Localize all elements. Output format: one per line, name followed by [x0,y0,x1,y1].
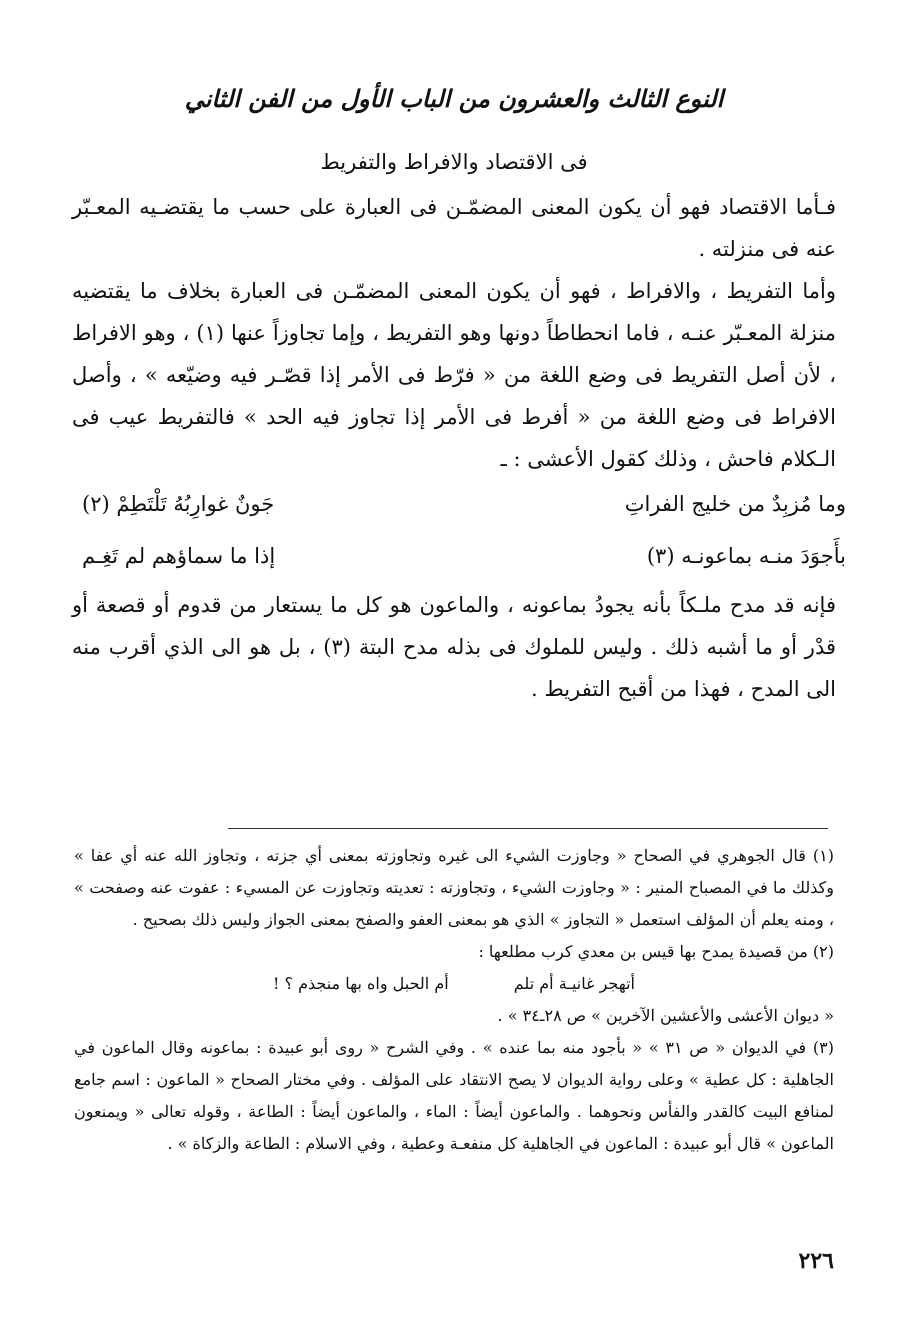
verse-block [62,480,846,584]
paragraph-commentary: فإنه قد مدح ملـكاً بأنه يجودُ بماعونه ، والماعون هو كل ما يستعار من قدوم أو قصعة أو قدْر أو ما أشبه ذلك . وليس للملوك فى بذله مدح البتة (٣) ، بل هو الى الذي أقرب منه الى المدح ، فهذا من أقبح التفريط . [72,593,836,701]
footnote-verse-second: أم الحبل واه بها منجذم ؟ ! [273,974,449,993]
chapter-title: النوع الثالث والعشرون من الباب الأول من الفن الثاني [184,84,724,113]
footnote-2-source: « ديوان الأعشى والأعشين الآخرين » ص ٢٨ـ٣٤ » . [497,1006,834,1025]
paragraph-tafrit-ifrat: وأما التفريط ، والافراط ، فهو أن يكون المعنى المضمّـن فى العبارة بخلاف ما يقتضيه منزلة المعـبّر عنـه ، فاما انحطاطاً دونها وهو التفريط ، وإما تجاوزاً عنها (١) ، وهو الافراط ، لأن أصل التفريط فى وضع اللغة من « فرّط فى الأمر إذا قصّـر فيه وضيّعه » ، وأصل الافراط فى وضع اللغة من « أفرط فى الأمر إذا تجاوز فيه الحد » فالتفريط عيب فى الـكلام فاحش ، وذلك كقول الأعشى : ـ [72,279,836,471]
footnote-3: (٣) في الديوان « ص ٣١ » « بأجود منه بما عنده » . وفي الشرح « روى أبو عبيدة : بماعونه وقال الماعون في الجاهلية : كل عطية » وعلى رواية الديوان لا يصح الانتقاد على المؤلف . وفي مختار الصحاح « الماعون : اسم جامع لمنافع البيت كالقدر والفأس ونحوهما . والماعون أيضاً : الماء ، والماعون أيضاً : الطاعة ، وقوله تعالى « ويمنعون الماعون » قال أبو عبيدة : الماعون في الجاهلية كل منفعـة وعطية ، وفي الاسلام : الطاعة والزكاة » . [74,1038,835,1153]
verse-second-hemistich: جَونٌ غوارِبُهُ تَلْتَطِمْ (٢) [82,492,275,516]
footnote-2-verse [74,968,834,1000]
footnote-1: (١) قال الجوهري في الصحاح « وجاوزت الشيء الى غيره وتجاوزته بمعنى أي جزته ، وتجاوز الله عنه أي عفا » وكذلك ما في المصباح المنير : « وجاوزت الشيء ، وتجاوزته : تعديته وتجاوزت عن المسيء : عفوت عنه وصفحت » ، ومنه يعلم أن المؤلف استعمل « التجاوز » الذي هو بمعنى العفو والصفح بمعنى الجواز وليس ذلك بصحيح . [74,846,834,929]
verse-line [62,532,846,580]
section-subtitle: فى الاقتصاد والافراط والتفريط [320,150,588,174]
page-number: ٢٢٦ [798,1248,834,1274]
footnote-divider [228,828,828,829]
footnote-2: (٢) من قصيدة يمدح بها قيس بن معدي كرب مطلعها : [478,942,834,961]
paragraph-iqtisad: فـأما الاقتصاد فهو أن يكون المعنى المضمّـن فى العبارة على حسب ما يقتضـيه المعـبّر عنه فى منزلته . [72,195,836,261]
footnote-verse-first: أتهجر غانيـة أم تلم [513,974,635,993]
verse-first-hemistich: بأَجوَدَ منـه بماعونـه (٣) [646,544,846,568]
verse-line [62,480,846,528]
verse-first-hemistich: وما مُزبِدٌ من خليج الفراتِ [624,492,846,516]
footnotes [74,840,834,1160]
verse-second-hemistich: إذا ما سماؤهم لم تَغِـم [82,544,276,568]
main-text [72,186,846,710]
